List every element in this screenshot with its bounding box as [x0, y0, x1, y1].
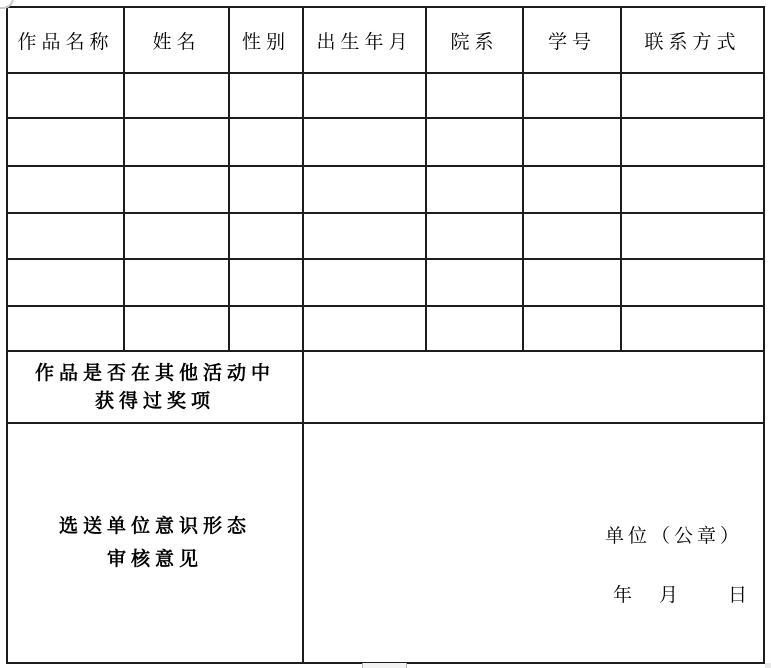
- header-cell-student-id: 学号: [523, 7, 621, 73]
- ideology-review-row: [7, 423, 764, 663]
- table-cell[interactable]: [124, 306, 229, 351]
- table-cell[interactable]: [7, 166, 124, 213]
- award-answer-cell[interactable]: [303, 351, 764, 423]
- header-cell-gender: 性别: [229, 7, 303, 73]
- table-cell[interactable]: [7, 213, 124, 259]
- seal-signature-block: [605, 526, 751, 606]
- table-cell[interactable]: [7, 306, 124, 351]
- application-form-table: [6, 6, 765, 664]
- table-cell[interactable]: [523, 213, 621, 259]
- table-cell[interactable]: [303, 306, 426, 351]
- table-cell[interactable]: [229, 73, 303, 118]
- ideology-review-content-cell[interactable]: [303, 423, 764, 663]
- table-cell[interactable]: [7, 259, 124, 306]
- table-cell[interactable]: [7, 118, 124, 166]
- table-cell[interactable]: [124, 259, 229, 306]
- table-cell[interactable]: [7, 73, 124, 118]
- table-cell[interactable]: [426, 306, 523, 351]
- table-cell[interactable]: [426, 259, 523, 306]
- table-cell[interactable]: [621, 118, 764, 166]
- table-cell[interactable]: [426, 213, 523, 259]
- award-question-cell: [7, 351, 303, 423]
- table-cell[interactable]: [124, 166, 229, 213]
- header-cell-work-name: 作品名称: [7, 7, 124, 73]
- table-cell[interactable]: [229, 259, 303, 306]
- header-cell-birth-date: 出生年月: [303, 7, 426, 73]
- table-cell[interactable]: [523, 118, 621, 166]
- table-cell[interactable]: [303, 259, 426, 306]
- table-cell[interactable]: [229, 213, 303, 259]
- data-row-3: [7, 166, 764, 213]
- table-cell[interactable]: [426, 118, 523, 166]
- table-cell[interactable]: [303, 73, 426, 118]
- table-cell[interactable]: [621, 166, 764, 213]
- table-cell[interactable]: [303, 166, 426, 213]
- award-question-line2: 获得过奖项: [94, 390, 215, 412]
- header-cell-department: 院系: [426, 7, 523, 73]
- table-cell[interactable]: [426, 73, 523, 118]
- data-row-4: [7, 213, 764, 259]
- table-cell[interactable]: [426, 166, 523, 213]
- data-row-6: [7, 306, 764, 351]
- header-cell-contact: 联系方式: [621, 7, 764, 73]
- data-row-1: [7, 73, 764, 118]
- ideology-review-label-cell: [7, 423, 303, 663]
- table-cell[interactable]: [523, 259, 621, 306]
- award-question-line1: 作品是否在其他活动中: [34, 362, 275, 384]
- data-row-2: [7, 118, 764, 166]
- table-cell[interactable]: [303, 213, 426, 259]
- table-cell[interactable]: [621, 73, 764, 118]
- table-cell[interactable]: [523, 306, 621, 351]
- ideology-review-line1: 选送单位意识形态: [58, 515, 251, 537]
- table-cell[interactable]: [303, 118, 426, 166]
- date-label: 年 月 日: [612, 584, 751, 606]
- table-cell[interactable]: [124, 213, 229, 259]
- table-cell[interactable]: [229, 306, 303, 351]
- partial-bottom-right-mark: [765, 663, 771, 668]
- table-cell[interactable]: [229, 166, 303, 213]
- table-cell[interactable]: [124, 73, 229, 118]
- partial-bottom-element: [362, 663, 407, 668]
- table-cell[interactable]: [229, 118, 303, 166]
- table-cell[interactable]: [523, 166, 621, 213]
- data-row-5: [7, 259, 764, 306]
- table-cell[interactable]: [124, 118, 229, 166]
- header-row: [7, 7, 764, 73]
- table-cell[interactable]: [621, 306, 764, 351]
- table-cell[interactable]: [621, 213, 764, 259]
- header-cell-name: 姓名: [124, 7, 229, 73]
- unit-seal-label: 单位（公章）: [604, 525, 743, 547]
- ideology-review-line2: 审核意见: [106, 548, 203, 570]
- award-question-row: [7, 351, 764, 423]
- table-cell[interactable]: [523, 73, 621, 118]
- table-cell[interactable]: [621, 259, 764, 306]
